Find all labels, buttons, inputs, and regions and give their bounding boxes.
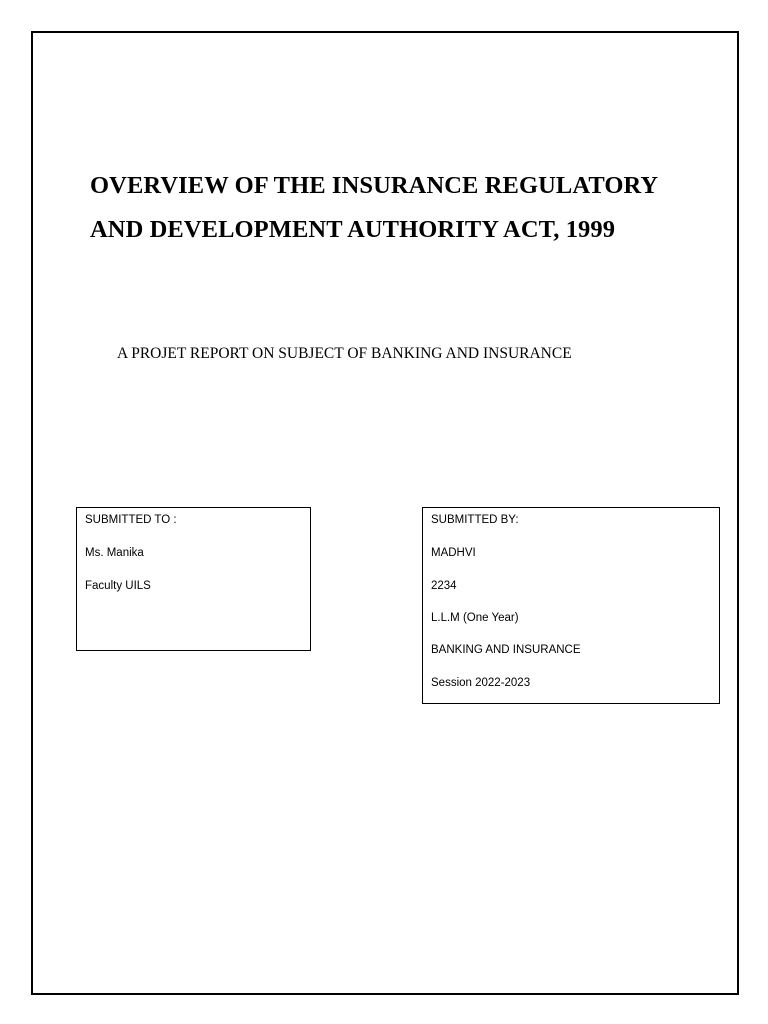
title-line-2: AND DEVELOPMENT AUTHORITY ACT, 1999: [90, 216, 616, 243]
title-line-1: OVERVIEW OF THE INSURANCE REGULATORY: [90, 172, 659, 199]
submitted-by-roll-number: 2234: [431, 580, 457, 592]
submitted-by-name: MADHVI: [431, 547, 476, 559]
submitted-to-heading: SUBMITTED TO :: [85, 514, 177, 526]
report-subtitle: A PROJET REPORT ON SUBJECT OF BANKING AND INSURANCE: [117, 345, 572, 362]
submitted-to-designation: Faculty UILS: [85, 580, 151, 592]
submitted-by-course: L.L.M (One Year): [431, 612, 519, 624]
submitted-by-heading: SUBMITTED BY:: [431, 514, 519, 526]
submitted-to-name: Ms. Manika: [85, 547, 144, 559]
submitted-by-subject: BANKING AND INSURANCE: [431, 644, 581, 656]
submitted-by-session: Session 2022-2023: [431, 677, 531, 689]
submitted-to-box: [76, 507, 311, 651]
submitted-by-box: [422, 507, 720, 704]
